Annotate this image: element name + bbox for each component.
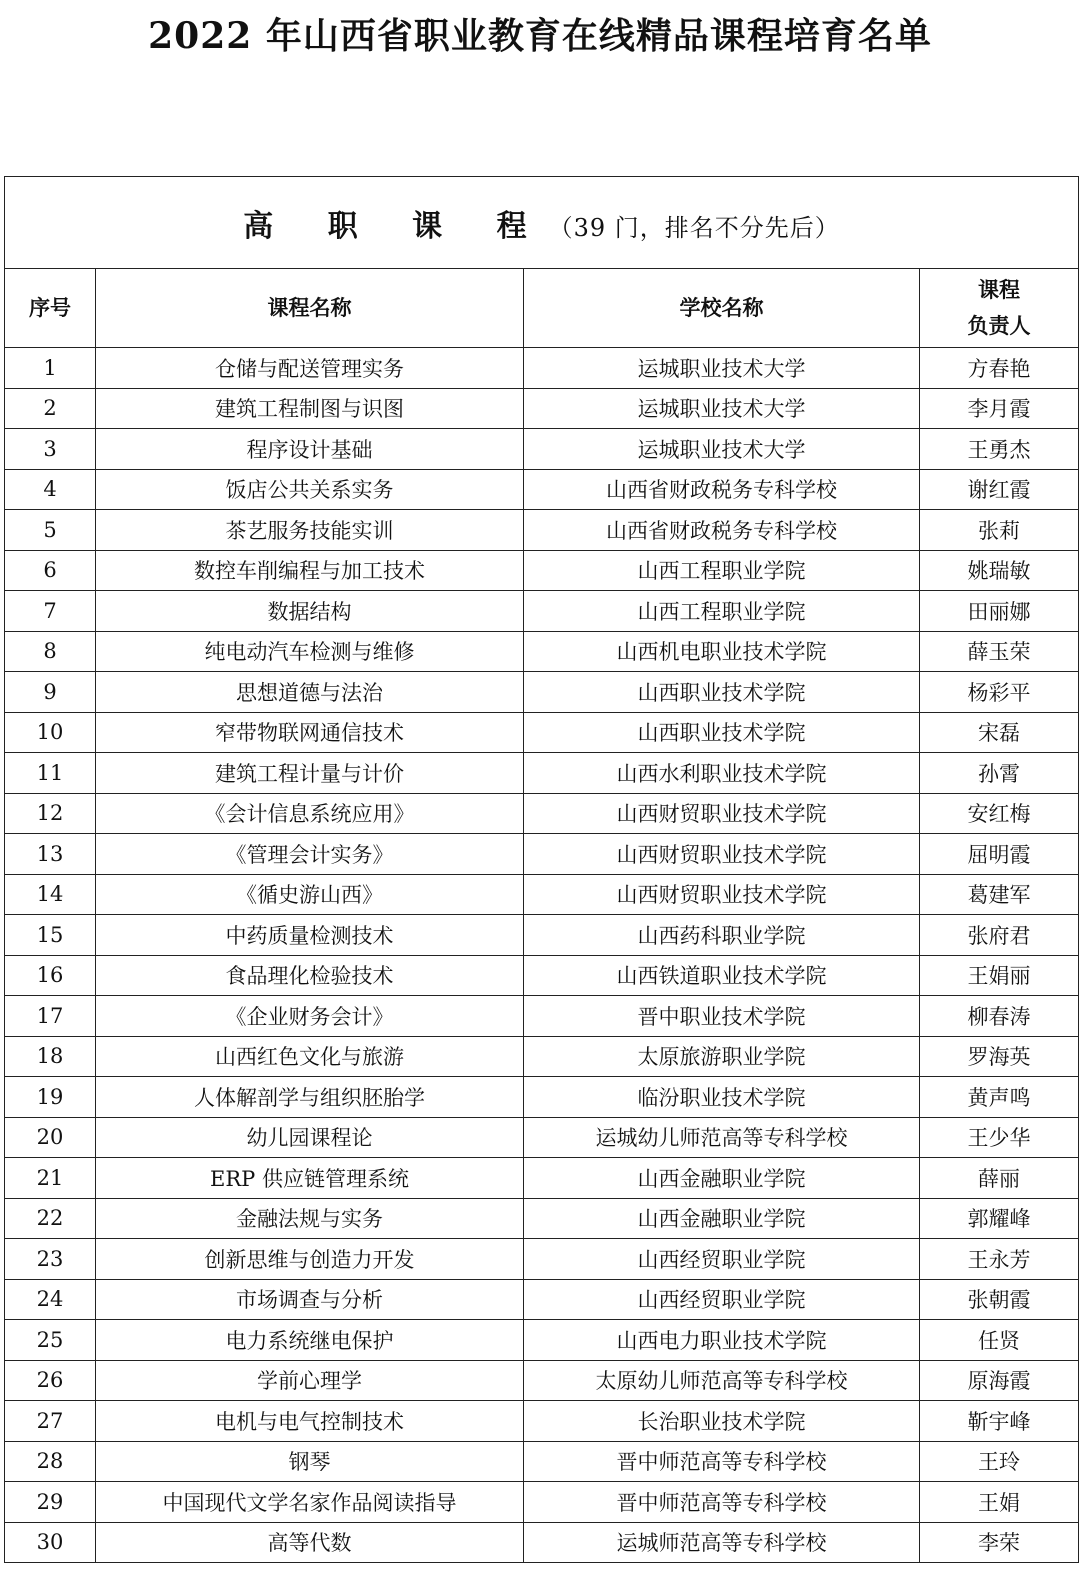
row-course-name: 程序设计基础 [96,429,524,470]
row-index: 5 [5,510,96,551]
table-row [5,874,1079,915]
row-index: 23 [5,1239,96,1280]
row-index: 24 [5,1279,96,1320]
row-index: 6 [5,550,96,591]
row-course-lead: 方春艳 [920,348,1079,389]
table-row [5,1441,1079,1482]
row-course-name: 数控车削编程与加工技术 [96,550,524,591]
row-index: 27 [5,1401,96,1442]
row-course-lead: 王少华 [920,1117,1079,1158]
row-course-name: 电机与电气控制技术 [96,1401,524,1442]
row-course-lead: 王玲 [920,1441,1079,1482]
table-row [5,591,1079,632]
row-school-name: 运城师范高等专科学校 [524,1522,920,1563]
row-course-name: 创新思维与创造力开发 [96,1239,524,1280]
row-index: 2 [5,388,96,429]
row-school-name: 山西职业技术学院 [524,672,920,713]
row-course-lead: 屈明霞 [920,834,1079,875]
row-school-name: 山西药科职业学院 [524,915,920,956]
table-row [5,1320,1079,1361]
row-school-name: 山西财贸职业技术学院 [524,874,920,915]
row-course-name: 饭店公共关系实务 [96,469,524,510]
row-school-name: 山西财贸职业技术学院 [524,834,920,875]
table-row [5,510,1079,551]
row-school-name: 山西工程职业学院 [524,591,920,632]
row-school-name: 长治职业技术学院 [524,1401,920,1442]
row-index: 15 [5,915,96,956]
row-course-name: 金融法规与实务 [96,1198,524,1239]
column-header-lead [920,269,1079,348]
section-title: 高 职 课 程 [243,208,549,244]
row-school-name: 运城职业技术大学 [524,388,920,429]
row-school-name: 山西经贸职业学院 [524,1239,920,1280]
row-course-name: 《管理会计实务》 [96,834,524,875]
row-school-name: 晋中师范高等专科学校 [524,1482,920,1523]
row-course-lead: 李荣 [920,1522,1079,1563]
row-index: 29 [5,1482,96,1523]
row-course-lead: 原海霞 [920,1360,1079,1401]
row-course-name: ERP 供应链管理系统 [96,1158,524,1199]
section-header [5,177,1079,269]
row-course-lead: 张朝霞 [920,1279,1079,1320]
table-row [5,1077,1079,1118]
column-header-course: 课程名称 [96,269,524,348]
table-row [5,753,1079,794]
row-school-name: 晋中师范高等专科学校 [524,1441,920,1482]
table-row [5,1401,1079,1442]
row-course-name: 建筑工程制图与识图 [96,388,524,429]
row-course-lead: 靳宇峰 [920,1401,1079,1442]
row-course-lead: 柳春涛 [920,996,1079,1037]
column-header-lead-line1: 课程 [978,277,1020,302]
row-course-name: 电力系统继电保护 [96,1320,524,1361]
row-index: 30 [5,1522,96,1563]
row-course-lead: 张莉 [920,510,1079,551]
table-row [5,469,1079,510]
row-course-lead: 罗海英 [920,1036,1079,1077]
table-row [5,348,1079,389]
row-course-name: 建筑工程计量与计价 [96,753,524,794]
row-school-name: 山西工程职业学院 [524,550,920,591]
row-course-lead: 宋磊 [920,712,1079,753]
table-row [5,955,1079,996]
row-course-lead: 任贤 [920,1320,1079,1361]
row-course-name: 茶艺服务技能实训 [96,510,524,551]
row-school-name: 山西省财政税务专科学校 [524,469,920,510]
row-course-lead: 王娟 [920,1482,1079,1523]
row-index: 7 [5,591,96,632]
row-course-lead: 孙霄 [920,753,1079,794]
row-school-name: 山西财贸职业技术学院 [524,793,920,834]
row-course-name: 学前心理学 [96,1360,524,1401]
row-course-name: 《循史游山西》 [96,874,524,915]
course-list-table [4,176,1079,1563]
row-course-lead: 王勇杰 [920,429,1079,470]
row-course-lead: 王娟丽 [920,955,1079,996]
table-row [5,429,1079,470]
row-index: 22 [5,1198,96,1239]
row-course-name: 《企业财务会计》 [96,996,524,1037]
row-index: 28 [5,1441,96,1482]
row-index: 16 [5,955,96,996]
table-row [5,1198,1079,1239]
row-course-name: 市场调查与分析 [96,1279,524,1320]
table-row [5,1239,1079,1280]
row-course-name: 数据结构 [96,591,524,632]
table-row [5,1279,1079,1320]
row-course-name: 中药质量检测技术 [96,915,524,956]
row-school-name: 山西金融职业学院 [524,1158,920,1199]
row-school-name: 山西金融职业学院 [524,1198,920,1239]
column-header-lead-line2: 负责人 [967,313,1031,338]
row-school-name: 运城职业技术大学 [524,429,920,470]
row-index: 26 [5,1360,96,1401]
table-row [5,996,1079,1037]
row-index: 18 [5,1036,96,1077]
row-school-name: 山西水利职业技术学院 [524,753,920,794]
table-row [5,1158,1079,1199]
row-school-name: 山西经贸职业学院 [524,1279,920,1320]
row-index: 21 [5,1158,96,1199]
row-school-name: 山西省财政税务专科学校 [524,510,920,551]
row-index: 11 [5,753,96,794]
row-index: 19 [5,1077,96,1118]
table-row [5,915,1079,956]
row-course-name: 仓储与配送管理实务 [96,348,524,389]
row-course-name: 思想道德与法治 [96,672,524,713]
row-course-lead: 谢红霞 [920,469,1079,510]
row-school-name: 运城职业技术大学 [524,348,920,389]
row-course-name: 山西红色文化与旅游 [96,1036,524,1077]
column-header-index: 序号 [5,269,96,348]
row-index: 17 [5,996,96,1037]
row-school-name: 太原旅游职业学院 [524,1036,920,1077]
row-course-lead: 李月霞 [920,388,1079,429]
row-index: 10 [5,712,96,753]
row-index: 3 [5,429,96,470]
column-header-school: 学校名称 [524,269,920,348]
table-row [5,1360,1079,1401]
table-row [5,388,1079,429]
row-school-name: 山西铁道职业技术学院 [524,955,920,996]
row-school-name: 山西机电职业技术学院 [524,631,920,672]
table-body [5,348,1079,1563]
row-index: 1 [5,348,96,389]
table-row [5,793,1079,834]
row-course-lead: 郭耀峰 [920,1198,1079,1239]
row-course-lead: 葛建军 [920,874,1079,915]
row-school-name: 山西职业技术学院 [524,712,920,753]
row-index: 12 [5,793,96,834]
table-row [5,1036,1079,1077]
table-header-row [5,269,1079,348]
table-row [5,834,1079,875]
row-school-name: 山西电力职业技术学院 [524,1320,920,1361]
row-school-name: 晋中职业技术学院 [524,996,920,1037]
row-index: 20 [5,1117,96,1158]
row-course-lead: 薛丽 [920,1158,1079,1199]
row-index: 14 [5,874,96,915]
row-school-name: 临汾职业技术学院 [524,1077,920,1118]
row-course-lead: 王永芳 [920,1239,1079,1280]
row-course-name: 《会计信息系统应用》 [96,793,524,834]
row-index: 4 [5,469,96,510]
row-course-name: 人体解剖学与组织胚胎学 [96,1077,524,1118]
row-course-lead: 薛玉荣 [920,631,1079,672]
row-index: 9 [5,672,96,713]
row-course-lead: 姚瑞敏 [920,550,1079,591]
row-course-name: 食品理化检验技术 [96,955,524,996]
table-row [5,1117,1079,1158]
row-course-name: 纯电动汽车检测与维修 [96,631,524,672]
row-index: 13 [5,834,96,875]
section-note: （39 门，排名不分先后） [548,213,840,242]
row-course-name: 高等代数 [96,1522,524,1563]
row-index: 8 [5,631,96,672]
row-school-name: 运城幼儿师范高等专科学校 [524,1117,920,1158]
table-row [5,631,1079,672]
row-course-name: 幼儿园课程论 [96,1117,524,1158]
table-row [5,672,1079,713]
row-course-name: 钢琴 [96,1441,524,1482]
table-row [5,550,1079,591]
row-course-lead: 田丽娜 [920,591,1079,632]
page-title: 2022 年山西省职业教育在线精品课程培育名单 [148,15,932,57]
table-row [5,1522,1079,1563]
table-row [5,1482,1079,1523]
row-course-lead: 黄声鸣 [920,1077,1079,1118]
row-course-lead: 杨彩平 [920,672,1079,713]
row-course-lead: 安红梅 [920,793,1079,834]
row-course-name: 窄带物联网通信技术 [96,712,524,753]
row-course-name: 中国现代文学名家作品阅读指导 [96,1482,524,1523]
table-row [5,712,1079,753]
row-course-lead: 张府君 [920,915,1079,956]
row-index: 25 [5,1320,96,1361]
row-school-name: 太原幼儿师范高等专科学校 [524,1360,920,1401]
